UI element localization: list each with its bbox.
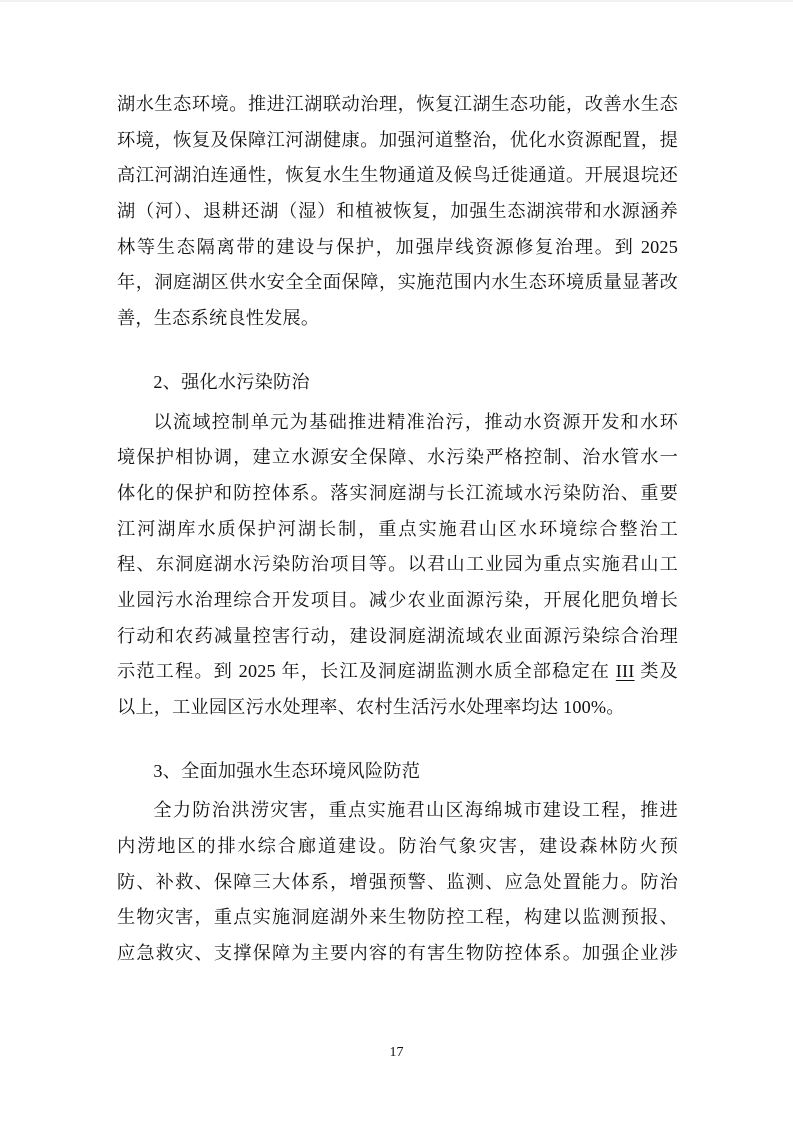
text-line — [117, 123, 678, 159]
text-segment: 全力防治洪涝灾害，重点实施君山区海绵城市建设工程，推进 — [153, 800, 678, 821]
text-line — [117, 87, 678, 123]
text-segment: 内涝地区的排水综合廊道建设。防治气象灾害，建设森林防火预 — [117, 836, 678, 857]
text-line — [117, 301, 678, 337]
text-segment: 2、强化水污染防治 — [153, 371, 310, 392]
text-line — [117, 690, 678, 726]
text-line — [117, 865, 678, 901]
page-number: 17 — [389, 1045, 404, 1060]
paragraph — [117, 793, 678, 971]
text-line — [117, 158, 678, 194]
text-line — [117, 194, 678, 230]
text-segment: 体化的保护和防控体系。落实洞庭湖与长江流域水污染防治、重要 — [117, 482, 678, 503]
text-segment: 以流域控制单元为基础推进精准治污，推动水资源开发和水环 — [153, 411, 678, 432]
text-segment: 环境，恢复及保障江河湖健康。加强河道整治，优化水资源配置，提 — [117, 129, 678, 150]
text-line — [117, 476, 678, 512]
text-line — [117, 793, 678, 829]
text-segment: 程、东洞庭湖水污染防治项目等。以君山工业园为重点实施君山工 — [117, 554, 678, 575]
text-line — [117, 900, 678, 936]
text-line — [117, 230, 678, 266]
text-segment: 业园污水治理综合开发项目。减少农业面源污染，开展化肥负增长 — [117, 589, 678, 610]
text-line — [117, 754, 678, 790]
paragraph — [117, 405, 678, 726]
underlined-text: III — [615, 661, 635, 682]
section-heading — [117, 365, 678, 401]
paragraph — [117, 87, 678, 337]
text-line — [117, 440, 678, 476]
text-line — [117, 829, 678, 865]
text-line — [117, 654, 678, 690]
text-segment: 善，生态系统良性发展。 — [117, 308, 320, 329]
text-line — [117, 547, 678, 583]
text-segment: 行动和农药减量控害行动，建设洞庭湖流域农业面源污染综合治理 — [117, 625, 678, 646]
text-segment: 境保护相协调，建立水源安全保障、水污染严格控制、治水管水一 — [117, 447, 678, 468]
text-line — [117, 512, 678, 548]
text-segment: 应急救灾、支撑保障为主要内容的有害生物防控体系。加强企业涉 — [117, 943, 678, 964]
text-segment: 高江河湖泊连通性，恢复水生生物通道及候鸟迁徙通道。开展退垸还 — [117, 165, 678, 186]
text-segment: 林等生态隔离带的建设与保护，加强岸线资源修复治理。到 2025 — [117, 236, 678, 257]
text-segment: 湖（河）、退耕还湖（湿）和植被恢复，加强生态湖滨带和水源涵养 — [117, 201, 678, 222]
text-segment: 年，洞庭湖区供水安全全面保障，实施范围内水生态环境质量显著改 — [117, 272, 678, 293]
text-segment: 生物灾害，重点实施洞庭湖外来生物防控工程，构建以监测预报、 — [117, 907, 678, 928]
text-line — [117, 265, 678, 301]
page-body-text — [117, 87, 678, 972]
section-heading — [117, 754, 678, 790]
text-line — [117, 619, 678, 655]
text-segment: 湖水生态环境。推进江湖联动治理，恢复江湖生态功能，改善水生态 — [117, 94, 678, 114]
text-segment: 3、全面加强水生态环境风险防范 — [153, 760, 421, 781]
text-segment: 类及 — [634, 661, 678, 682]
text-segment: 防、补救、保障三大体系，增强预警、监测、应急处置能力。防治 — [117, 871, 678, 892]
text-line — [117, 365, 678, 401]
text-segment: 江河湖库水质保护河湖长制，重点实施君山区水环境综合整治工 — [117, 518, 678, 539]
text-line — [117, 405, 678, 441]
text-line — [117, 936, 678, 972]
text-segment: 示范工程。到 2025 年，长江及洞庭湖监测水质全部稳定在 — [117, 661, 616, 682]
text-line — [117, 583, 678, 619]
text-segment: 以上，工业园区污水处理率、农村生活污水处理率均达 100%。 — [117, 697, 625, 717]
